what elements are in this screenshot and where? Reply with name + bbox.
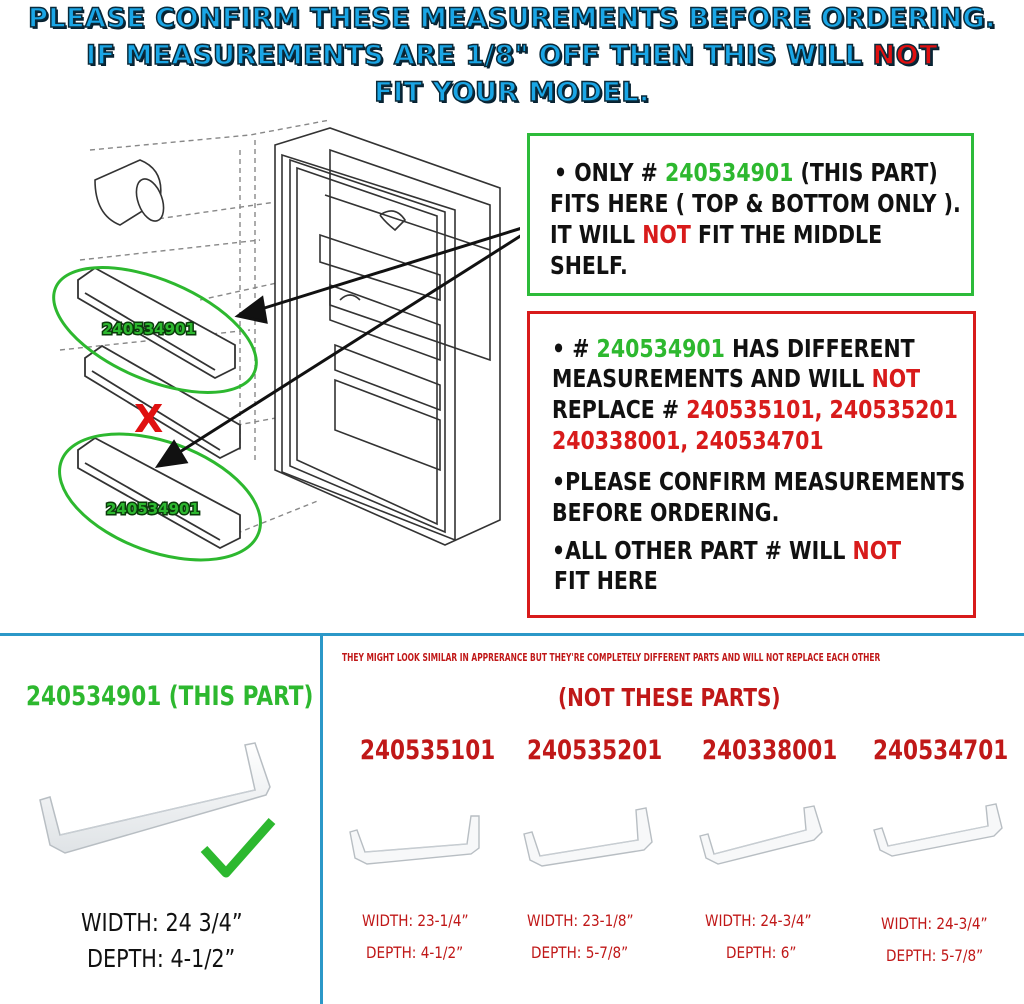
other-part-bar-image: [868, 800, 1008, 870]
warning-line-1: • # 240534901 HAS DIFFERENT: [552, 334, 915, 363]
other-part-depth: DEPTH: 5-7/8”: [531, 943, 629, 962]
x-mark-icon: X: [134, 397, 164, 441]
other-part-numbers: 240535101, 240535201: [686, 395, 958, 424]
warning-line-2: MEASUREMENTS AND WILL NOT: [552, 364, 921, 393]
fits-line-4: SHELF.: [550, 251, 628, 280]
warning-line-8: FIT HERE: [554, 566, 658, 595]
fits-line-3: IT WILL NOT FIT THE MIDDLE: [550, 220, 883, 249]
part-number: 240534901: [596, 334, 725, 363]
fits-line-2: FITS HERE ( TOP & BOTTOM ONLY ).: [550, 189, 961, 218]
this-part-depth: DEPTH: 4-1/2”: [87, 944, 236, 973]
other-part-bar-image: [345, 808, 485, 868]
header-line-3: [0, 74, 1024, 111]
butter-dish-icon: [95, 160, 169, 225]
not-word: NOT: [852, 536, 902, 565]
other-part-width: WIDTH: 23-1/4”: [362, 911, 469, 930]
warning-line-5: •PLEASE CONFIRM MEASUREMENTS: [552, 467, 966, 496]
not-these-parts-heading: (NOT THESE PARTS): [558, 683, 781, 712]
other-part-bar-image: [518, 800, 658, 870]
check-mark-icon: [200, 815, 276, 881]
other-part-depth: DEPTH: 6”: [726, 943, 797, 962]
diagram-label-top: [102, 320, 196, 338]
warning-line-7: •ALL OTHER PART # WILL NOT: [552, 536, 902, 565]
other-part-width: WIDTH: 23-1/8”: [527, 911, 634, 930]
svg-text:240534901: 240534901: [106, 500, 200, 518]
other-part-number: 240534701: [873, 735, 1009, 766]
header-line-2: [0, 37, 1024, 74]
header-line-3-text: FIT YOUR MODEL.: [374, 77, 650, 108]
fits-here-box: [527, 133, 974, 296]
other-part-width: WIDTH: 24-3/4”: [705, 911, 812, 930]
other-part-width: WIDTH: 24-3/4”: [881, 914, 988, 933]
warning-header: [0, 0, 1024, 112]
svg-text:240534901: 240534901: [102, 320, 196, 338]
not-word: NOT: [642, 220, 691, 249]
header-line-2-text: IF MEASUREMENTS ARE 1/8" OFF THEN THIS WILL: [85, 40, 873, 71]
other-part-bar-image: [694, 800, 829, 870]
other-part-number: 240535101: [360, 735, 496, 766]
other-part-depth: DEPTH: 4-1/2”: [366, 943, 464, 962]
warning-line-3: REPLACE # 240535101, 240535201: [552, 395, 958, 424]
refrigerator-door-diagram: [0, 110, 520, 630]
diagram-label-bottom: [106, 500, 200, 518]
disclaimer-text: THEY MIGHT LOOK SIMILAR IN APPRERANCE BUT THEY'RE COMPLETELY DIFFERENT PARTS AND WILL NOT REPLACE EACH OTHER: [342, 651, 881, 664]
header-not-word: NOT: [872, 40, 938, 71]
warning-box: [527, 311, 976, 618]
warning-line-6: BEFORE ORDERING.: [552, 498, 780, 527]
not-word: NOT: [871, 364, 921, 393]
this-part-width: WIDTH: 24 3/4”: [81, 908, 243, 937]
this-part-title: 240534901 (THIS PART): [26, 681, 314, 712]
vertical-divider: [320, 633, 323, 1004]
part-number: 240534901: [664, 158, 794, 187]
fits-line-1: • ONLY # 240534901 (THIS PART): [554, 158, 938, 187]
other-part-number: 240535201: [527, 735, 663, 766]
header-line-1: [0, 0, 1024, 37]
warning-line-4: 240338001, 240534701: [552, 426, 824, 455]
header-line-1-text: PLEASE CONFIRM THESE MEASUREMENTS BEFORE ORDERING.: [28, 3, 996, 34]
other-part-depth: DEPTH: 5-7/8”: [886, 946, 984, 965]
other-part-number: 240338001: [702, 735, 838, 766]
horizontal-divider: [0, 633, 1024, 636]
